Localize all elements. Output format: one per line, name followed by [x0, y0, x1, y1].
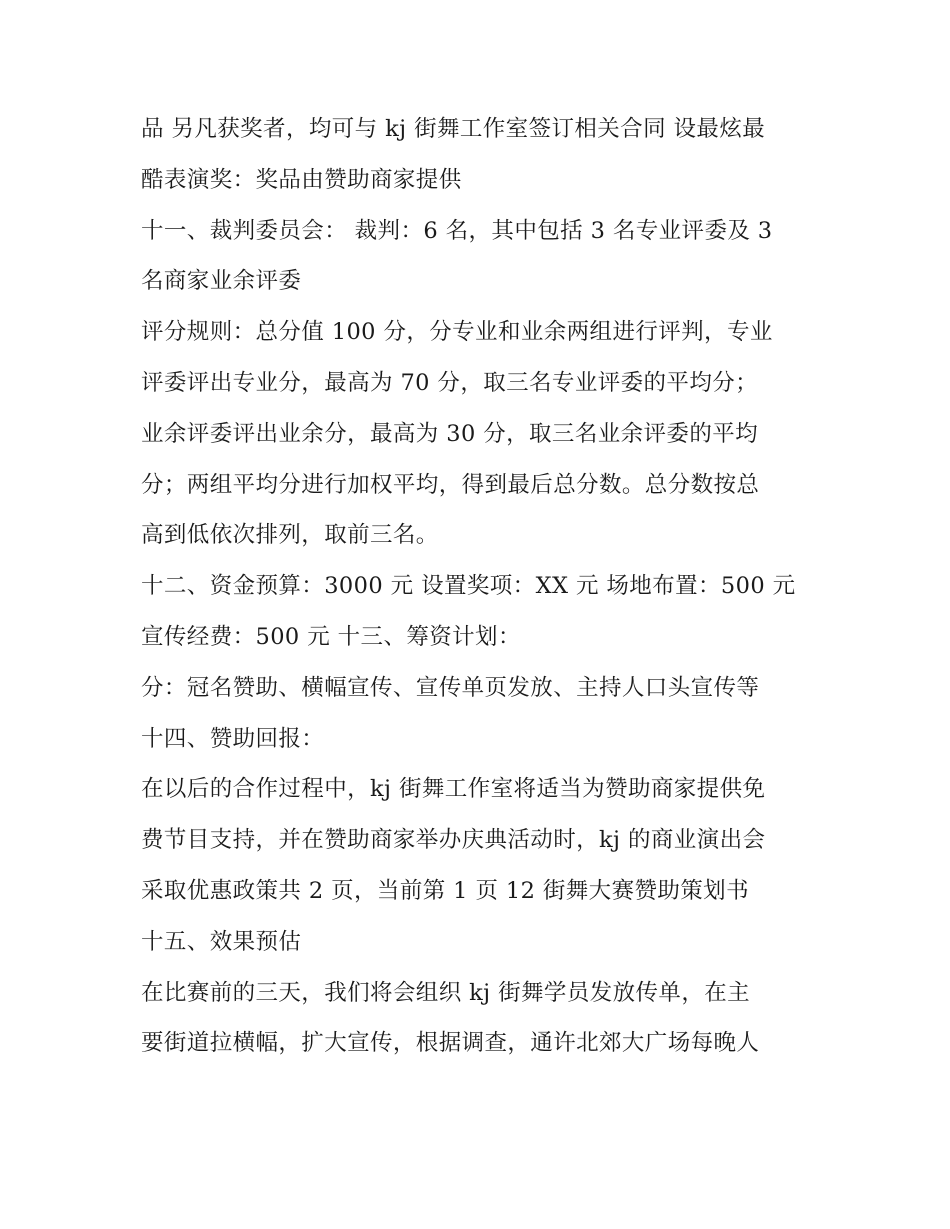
text-line: 宣传经费：500 元 十三、筹资计划： — [141, 623, 521, 650]
text-line: 业余评委评出业余分，最高为 30 分，取三名业余评委的平均 — [141, 420, 759, 447]
text-line: 采取优惠政策共 2 页，当前第 1 页 12 街舞大赛赞助策划书 — [141, 877, 749, 904]
text-line: 分；两组平均分进行加权平均，得到最后总分数。总分数按总 — [141, 471, 760, 498]
text-line: 在以后的合作过程中，kj 街舞工作室将适当为赞助商家提供免 — [141, 776, 766, 803]
document-body — [141, 104, 821, 1069]
text-line: 评委评出专业分，最高为 70 分，取三名专业评委的平均分； — [141, 369, 759, 396]
text-line: 要街道拉横幅，扩大宣传，根据调查，通许北郊大广场每晚人 — [141, 1030, 760, 1057]
section-heading-line: 十一、裁判委员会： 裁判：6 名，其中包括 3 名专业评委及 3 — [141, 217, 773, 244]
section-heading-line: 十四、赞助回报： — [141, 725, 325, 752]
text-line: 名商家业余评委 — [141, 268, 302, 295]
text-line: 酷表演奖：奖品由赞助商家提供 — [141, 166, 462, 193]
text-line: 高到低依次排列，取前三名。 — [141, 522, 439, 549]
text-line: 分：冠名赞助、横幅宣传、宣传单页发放、主持人口头宣传等 — [141, 674, 760, 701]
text-line: 费节目支持，并在赞助商家举办庆典活动时，kj 的商业演出会 — [141, 827, 766, 854]
text-line: 品 另凡获奖者，均可与 kj 街舞工作室签订相关合同 设最炫最 — [141, 116, 766, 142]
section-heading-line: 十五、效果预估 — [141, 928, 302, 955]
text-line: 在比赛前的三天，我们将会组织 kj 街舞学员发放传单，在主 — [141, 979, 751, 1006]
section-heading-line: 十二、资金预算：3000 元 设置奖项：XX 元 场地布置：500 元 — [141, 573, 796, 600]
text-line: 评分规则：总分值 100 分，分专业和业余两组进行评判，专业 — [141, 319, 773, 346]
